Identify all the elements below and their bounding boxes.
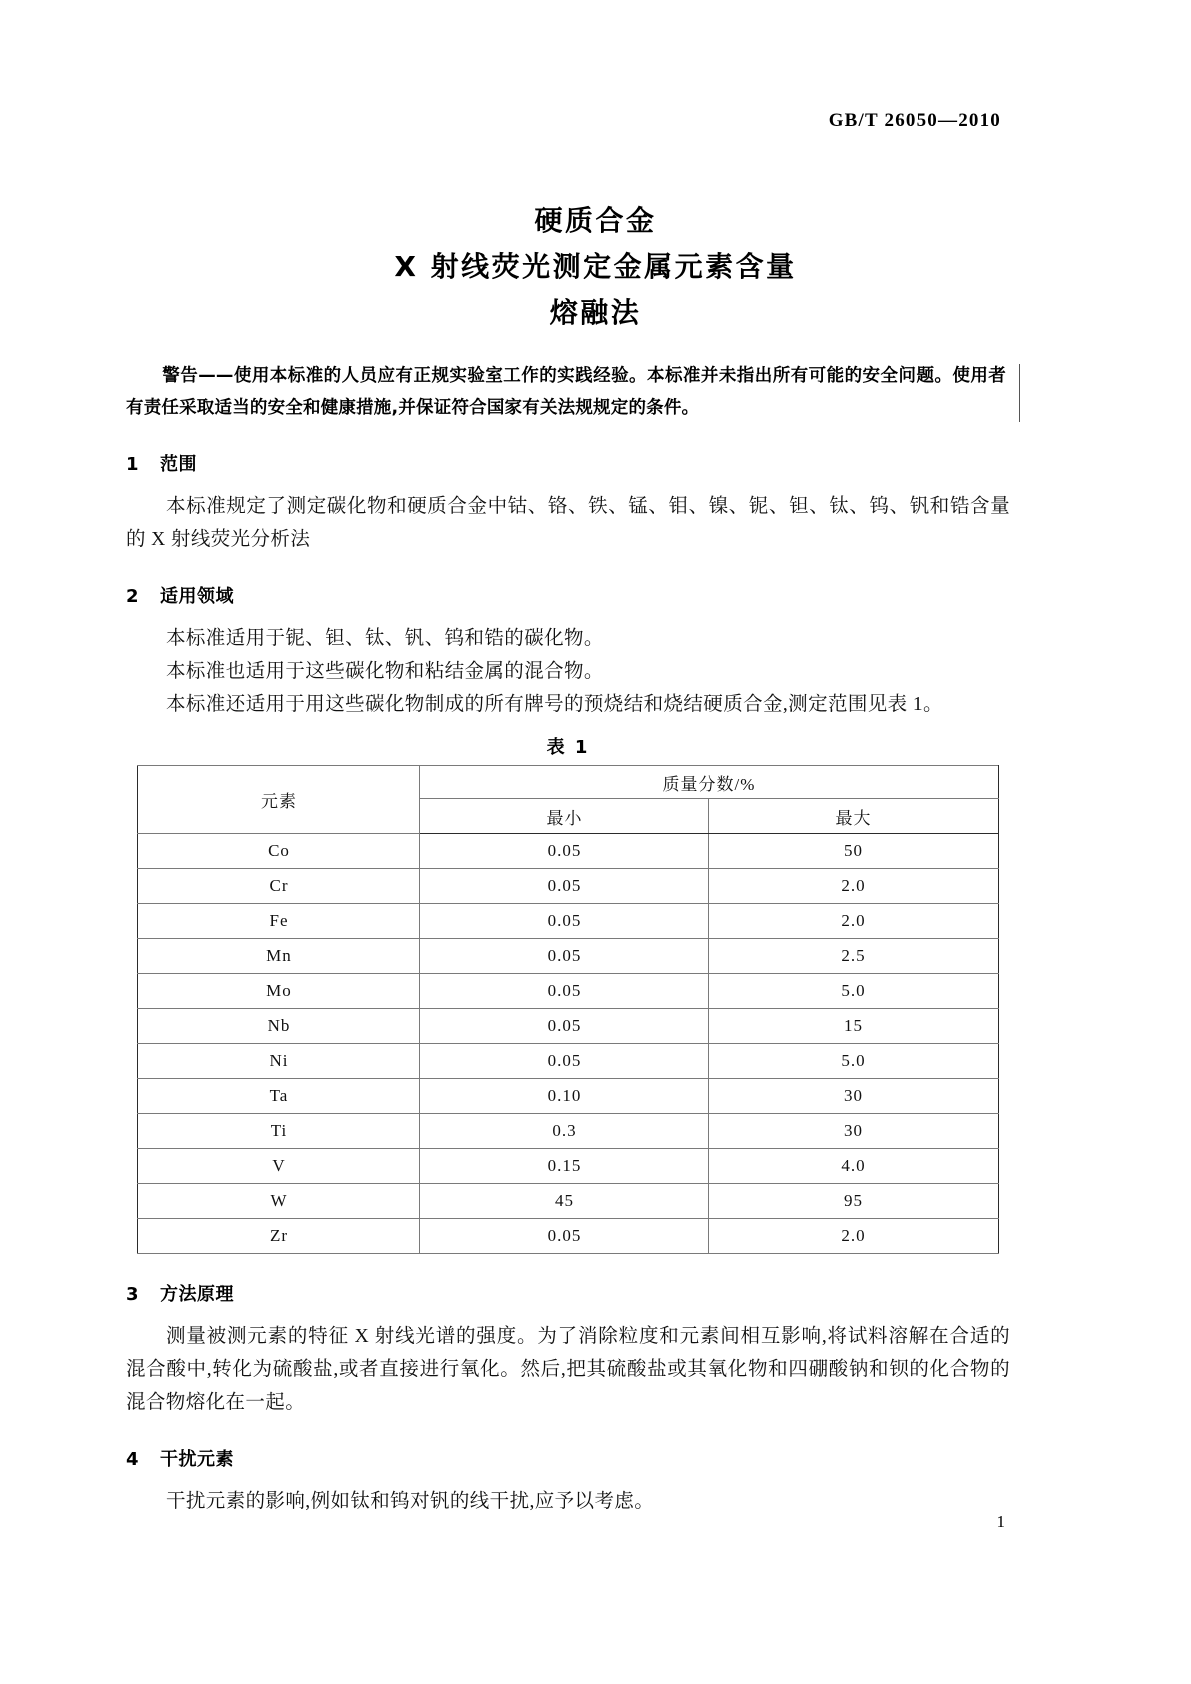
section-title-4: 干扰元素 xyxy=(160,1449,234,1470)
table-row xyxy=(138,1009,998,1044)
cell-min: 0.05 xyxy=(420,1219,709,1254)
table-row xyxy=(138,1184,998,1219)
section-2-paragraph-1: 本标准适用于铌、钽、钛、钒、钨和锆的碳化物。 xyxy=(166,628,604,649)
cell-element: Nb xyxy=(138,1009,420,1044)
section-number-1: 1 xyxy=(126,454,140,475)
section-heading-2 xyxy=(126,582,1010,608)
section-heading-1 xyxy=(126,450,1010,476)
section-3-paragraph-1: 测量被测元素的特征 X 射线光谱的强度。为了消除粒度和元素间相互影响,将试料溶解在合适的混合酸中,转化为硫酸盐,或者直接进行氧化。然后,把其硫酸盐或其氧化物和四硼酸钠和钡的化合物的混合物熔化在一起。 xyxy=(126,1326,1010,1413)
cell-max: 5.0 xyxy=(709,974,998,1009)
title-line-3: 熔融法 xyxy=(549,296,642,329)
cell-min: 0.05 xyxy=(420,904,709,939)
title-line-2: X 射线荧光测定金属元素含量 xyxy=(394,250,797,283)
document-title xyxy=(0,198,1191,336)
document-body xyxy=(126,360,1010,1518)
table-header-element: 元素 xyxy=(138,766,420,834)
cell-element: V xyxy=(138,1149,420,1184)
cell-element: W xyxy=(138,1184,420,1219)
section-heading-3 xyxy=(126,1280,1010,1306)
cell-element: Co xyxy=(138,834,420,869)
cell-min: 0.05 xyxy=(420,834,709,869)
warning-text: 警告——使用本标准的人员应有正规实验室工作的实践经验。本标准并未指出所有可能的安全问题。使用者有责任采取适当的安全和健康措施,并保证符合国家有关法规规定的条件。 xyxy=(126,366,1006,418)
table-caption: 表 1 xyxy=(546,737,590,758)
cell-min: 0.05 xyxy=(420,1009,709,1044)
cell-element: Mo xyxy=(138,974,420,1009)
section-title-2: 适用领域 xyxy=(160,586,234,607)
cell-max: 5.0 xyxy=(709,1044,998,1079)
cell-min: 0.05 xyxy=(420,974,709,1009)
cell-element: Cr xyxy=(138,869,420,904)
section-title-3: 方法原理 xyxy=(160,1284,234,1305)
section-title-1: 范围 xyxy=(160,454,197,475)
cell-max: 2.0 xyxy=(709,1219,998,1254)
cell-min: 0.05 xyxy=(420,1044,709,1079)
cell-element: Zr xyxy=(138,1219,420,1254)
table-row xyxy=(138,1149,998,1184)
cell-element: Ni xyxy=(138,1044,420,1079)
cell-element: Fe xyxy=(138,904,420,939)
section-number-2: 2 xyxy=(126,586,140,607)
table-header xyxy=(138,766,998,834)
cell-max: 30 xyxy=(709,1079,998,1114)
table-row xyxy=(138,1219,998,1254)
cell-max: 30 xyxy=(709,1114,998,1149)
cell-element: Mn xyxy=(138,939,420,974)
cell-max: 95 xyxy=(709,1184,998,1219)
table-row xyxy=(138,834,998,869)
warning-block xyxy=(126,360,1010,424)
section-number-4: 4 xyxy=(126,1449,140,1470)
document-header-standard-number: GB/T 26050—2010 xyxy=(828,110,1001,131)
title-line-1: 硬质合金 xyxy=(534,204,657,237)
cell-max: 50 xyxy=(709,834,998,869)
table-header-max: 最大 xyxy=(709,799,998,834)
cell-max: 15 xyxy=(709,1009,998,1044)
measurement-range-table xyxy=(137,765,998,1254)
section-heading-4 xyxy=(126,1445,1010,1471)
table-row xyxy=(138,1044,998,1079)
section-1-paragraph-1: 本标准规定了测定碳化物和硬质合金中钴、铬、铁、锰、钼、镍、铌、钽、钛、钨、钒和锆含量的 X 射线荧光分析法 xyxy=(126,496,1010,550)
section-number-3: 3 xyxy=(126,1284,140,1305)
table-header-min: 最小 xyxy=(420,799,709,834)
page-number: 1 xyxy=(996,1512,1005,1531)
cell-min: 45 xyxy=(420,1184,709,1219)
cell-min: 0.10 xyxy=(420,1079,709,1114)
cell-max: 2.5 xyxy=(709,939,998,974)
cell-max: 2.0 xyxy=(709,869,998,904)
cell-element: Ta xyxy=(138,1079,420,1114)
section-4-paragraph-1: 干扰元素的影响,例如钛和钨对钒的线干扰,应予以考虑。 xyxy=(166,1491,655,1512)
table-header-mass-fraction: 质量分数/% xyxy=(420,766,998,799)
cell-min: 0.3 xyxy=(420,1114,709,1149)
warning-side-rule xyxy=(1019,364,1020,422)
table-row xyxy=(138,904,998,939)
table-row xyxy=(138,1114,998,1149)
table-row xyxy=(138,974,998,1009)
cell-max: 2.0 xyxy=(709,904,998,939)
table-row xyxy=(138,939,998,974)
cell-element: Ti xyxy=(138,1114,420,1149)
table-row xyxy=(138,1079,998,1114)
section-2-paragraph-3: 本标准还适用于用这些碳化物制成的所有牌号的预烧结和烧结硬质合金,测定范围见表 1。 xyxy=(166,694,943,715)
table-body xyxy=(138,834,998,1254)
cell-max: 4.0 xyxy=(709,1149,998,1184)
section-2-paragraph-2: 本标准也适用于这些碳化物和粘结金属的混合物。 xyxy=(166,661,604,682)
cell-min: 0.05 xyxy=(420,869,709,904)
table-row xyxy=(138,869,998,904)
cell-min: 0.15 xyxy=(420,1149,709,1184)
cell-min: 0.05 xyxy=(420,939,709,974)
